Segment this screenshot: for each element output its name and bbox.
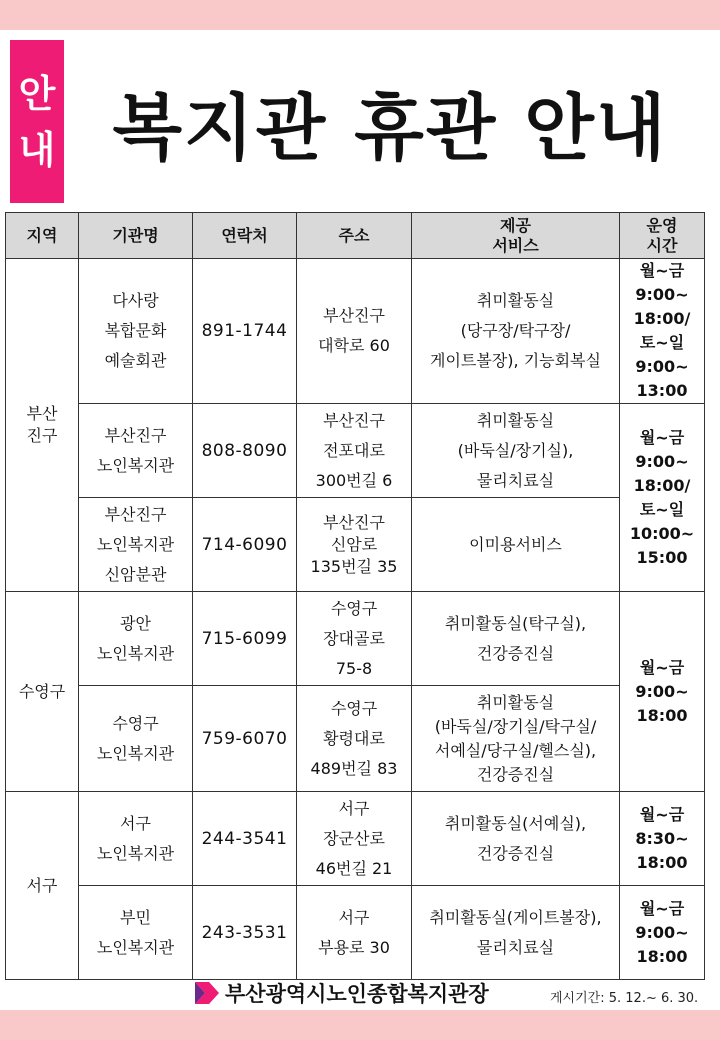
facility-phone: 714-6090 — [193, 498, 297, 592]
facility-service: 취미활동실 (바둑실/장기실/탁구실/ 서예실/당구실/헬스실), 건강증진실 — [412, 686, 620, 792]
facility-service: 취미활동실(탁구실), 건강증진실 — [412, 592, 620, 686]
facility-name: 부산진구 노인복지관 — [79, 404, 193, 498]
facility-phone: 244-3541 — [193, 792, 297, 886]
facility-address: 서구 장군산로 46번길 21 — [297, 792, 412, 886]
bottom-band — [0, 1010, 720, 1040]
facility-name: 서구 노인복지관 — [79, 792, 193, 886]
header-phone: 연락처 — [193, 213, 297, 259]
facility-service: 이미용서비스 — [412, 498, 620, 592]
region-busanjin: 부산 진구 — [6, 259, 79, 592]
facility-phone: 715-6099 — [193, 592, 297, 686]
posting-period: 게시기간: 5. 12.~ 6. 30. — [550, 991, 699, 1006]
page-title: 복지관 휴관 안내 — [112, 86, 668, 170]
facility-name: 광안 노인복지관 — [79, 592, 193, 686]
footer-org — [195, 978, 489, 1008]
facility-address: 부산진구 전포대로 300번길 6 — [297, 404, 412, 498]
facility-service: 취미활동실(게이트볼장), 물리치료실 — [412, 886, 620, 980]
facility-hours: 월~금 9:00~ 18:00/ 토~일 9:00~ 13:00 — [620, 259, 705, 404]
region-seo: 서구 — [6, 792, 79, 980]
facility-hours: 월~금 8:30~ 18:00 — [620, 792, 705, 886]
region-suyeong: 수영구 — [6, 592, 79, 792]
facility-service: 취미활동실 (바둑실/장기실), 물리치료실 — [412, 404, 620, 498]
header-region: 지역 — [6, 213, 79, 259]
facility-address: 수영구 황령대로 489번길 83 — [297, 686, 412, 792]
facility-service: 취미활동실(서예실), 건강증진실 — [412, 792, 620, 886]
facility-address: 부산진구 대학로 60 — [297, 259, 412, 404]
facility-name: 수영구 노인복지관 — [79, 686, 193, 792]
table-row — [6, 592, 705, 686]
facility-address: 서구 부용로 30 — [297, 886, 412, 980]
header-address: 주소 — [297, 213, 412, 259]
table-row — [6, 792, 705, 886]
facility-service: 취미활동실 (당구장/탁구장/ 게이트볼장), 기능회복실 — [412, 259, 620, 404]
org-name: 부산광역시노인종합복지관장 — [225, 982, 489, 1006]
table-header-row — [6, 213, 705, 259]
org-logo-icon — [195, 982, 219, 1004]
facility-phone: 808-8090 — [193, 404, 297, 498]
facility-name: 부산진구 노인복지관 신암분관 — [79, 498, 193, 592]
table-row — [6, 259, 705, 404]
facility-address: 부산진구 신암로 135번길 35 — [297, 498, 412, 592]
header-hours: 운영 시간 — [620, 213, 705, 259]
header-name: 기관명 — [79, 213, 193, 259]
table-row — [6, 686, 705, 792]
table-row — [6, 404, 705, 498]
badge-char-1: 안 — [18, 71, 56, 116]
facility-phone: 759-6070 — [193, 686, 297, 792]
table-row — [6, 498, 705, 592]
facility-phone: 243-3531 — [193, 886, 297, 980]
facility-hours: 월~금 9:00~ 18:00/ 토~일 10:00~ 15:00 — [620, 404, 705, 592]
top-band — [0, 0, 720, 30]
facility-name: 다사랑 복합문화 예술회관 — [79, 259, 193, 404]
facility-hours: 월~금 9:00~ 18:00 — [620, 592, 705, 792]
facility-phone: 891-1744 — [193, 259, 297, 404]
table-row — [6, 886, 705, 980]
facility-hours: 월~금 9:00~ 18:00 — [620, 886, 705, 980]
header-service: 제공 서비스 — [412, 213, 620, 259]
facility-address: 수영구 장대골로 75-8 — [297, 592, 412, 686]
facility-name: 부민 노인복지관 — [79, 886, 193, 980]
notice-badge — [10, 40, 64, 203]
badge-char-2: 내 — [18, 127, 56, 172]
closure-table — [5, 212, 705, 980]
